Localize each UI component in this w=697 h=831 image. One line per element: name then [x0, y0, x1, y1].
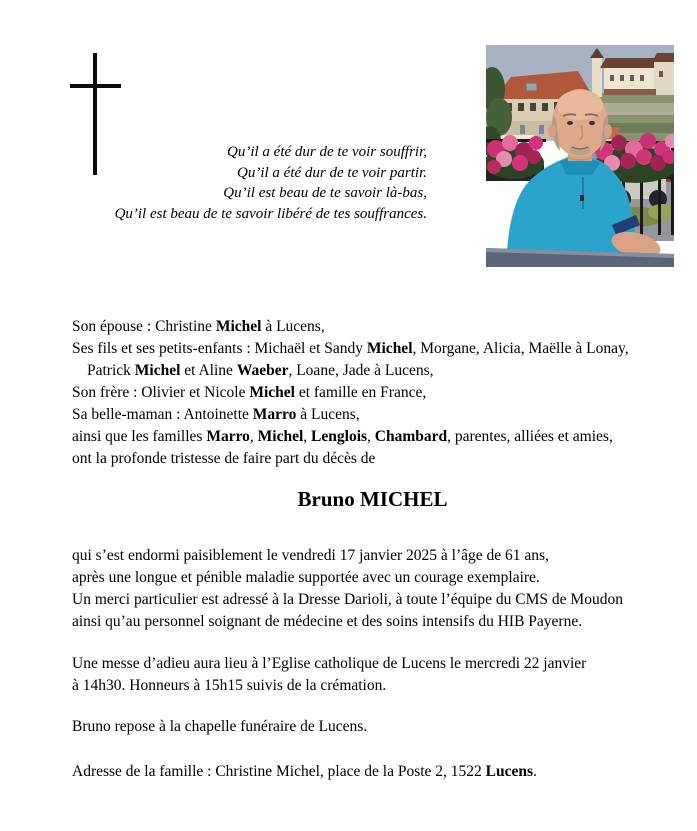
family-list	[72, 316, 673, 470]
bold-text-segment: Lucens	[485, 763, 534, 780]
text-segment: ainsi que les familles	[72, 428, 207, 445]
ceremony-paragraph	[72, 653, 673, 697]
repose-line: Bruno repose à la chapelle funéraire de Lucens.	[72, 718, 368, 735]
text-segment: et famille en France,	[294, 384, 427, 401]
bold-text-segment: Lenglois	[311, 428, 368, 445]
poem-line: Qu’il est beau de te savoir libéré de tes souffrances.	[114, 205, 427, 222]
poem-line: Qu’il a été dur de te voir partir.	[237, 164, 427, 181]
portrait-photo	[486, 45, 674, 267]
text-segment: Adresse de la famille : Christine Michel, place de la Poste 2, 1522	[72, 763, 486, 780]
family-line	[72, 426, 673, 448]
poem-line: Qu’il est beau de te savoir là-bas,	[223, 185, 427, 202]
family-line	[72, 448, 673, 470]
bold-text-segment: Marro	[252, 406, 297, 423]
obituary-line: après une longue et pénible maladie supportée avec un courage exemplaire.	[72, 569, 540, 586]
bold-text-segment: Michel	[366, 340, 413, 357]
announcement-body	[72, 316, 673, 783]
bold-text-segment: Marro	[206, 428, 250, 445]
cross-icon-horizontal-bar	[70, 84, 121, 88]
obituary-line: Un merci particulier est adressé à la Dresse Darioli, à toute l’équipe du CMS de Moudon	[72, 591, 623, 608]
text-segment: ont la profonde tristesse de faire part du décès de	[72, 450, 376, 467]
text-segment: Ses fils et ses petits-enfants : Michaël et Sandy	[72, 340, 367, 357]
text-segment: et Aline	[180, 362, 237, 379]
text-segment: , Morgane, Alicia, Maëlle à Lonay,	[412, 340, 629, 357]
obituary-line: ainsi qu’au personnel soignant de médecine et des soins intensifs du HIB Payerne.	[72, 613, 583, 630]
text-segment: .	[533, 763, 537, 780]
text-segment: à Lucens,	[296, 406, 360, 423]
text-segment: ,	[249, 428, 258, 445]
cross-icon-vertical-bar	[93, 53, 97, 175]
text-segment: , Loane, Jade à Lucens,	[288, 362, 434, 379]
family-line	[72, 316, 673, 338]
ceremony-line: à 14h30. Honneurs à 15h15 suivis de la crémation.	[72, 677, 387, 694]
portrait-photo-illustration	[486, 45, 674, 267]
bold-text-segment: Chambard	[374, 428, 448, 445]
family-line	[72, 360, 673, 382]
family-line	[72, 338, 673, 360]
family-line	[72, 382, 673, 404]
text-segment: ,	[367, 428, 375, 445]
obituary-paragraph	[72, 545, 673, 633]
bold-text-segment: Waeber	[236, 362, 289, 379]
poem-line: Qu’il a été dur de te voir souffrir,	[227, 144, 427, 160]
bold-text-segment: Michel	[215, 318, 262, 335]
text-segment: , parentes, alliées et amies,	[447, 428, 613, 445]
memorial-poem	[115, 142, 427, 224]
bold-text-segment: Michel	[249, 384, 295, 401]
deceased-name: Bruno MICHEL	[297, 487, 448, 511]
text-segment: Son épouse : Christine	[72, 318, 216, 335]
text-segment: Patrick	[87, 362, 135, 379]
bold-text-segment: Michel	[134, 362, 181, 379]
text-segment: Son frère : Olivier et Nicole	[72, 384, 250, 401]
ceremony-line: Une messe d’adieu aura lieu à l’Eglise catholique de Lucens le mercredi 22 janvier	[72, 655, 587, 672]
text-segment: ,	[303, 428, 312, 445]
text-segment: à Lucens,	[261, 318, 325, 335]
bold-text-segment: Michel	[257, 428, 304, 445]
family-address-line	[72, 761, 673, 783]
text-segment: Sa belle-maman : Antoinette	[72, 406, 253, 423]
family-line	[72, 404, 673, 426]
obituary-line: qui s’est endormi paisiblement le vendredi 17 janvier 2025 à l’âge de 61 ans,	[72, 547, 549, 564]
